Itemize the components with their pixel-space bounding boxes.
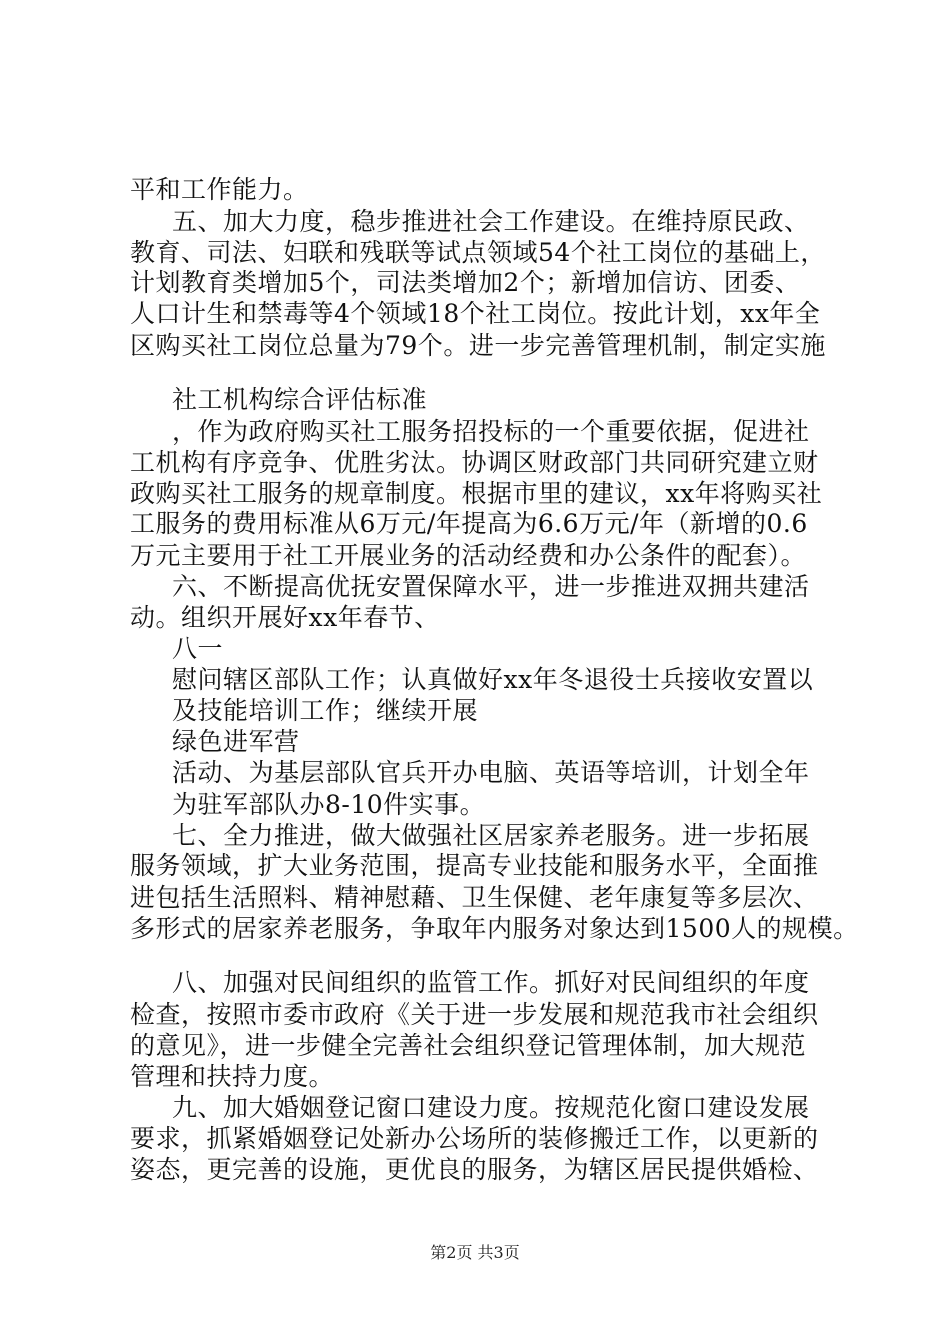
text-line: 管理和扶持力度。 [130, 1062, 335, 1091]
text-line: 人口计生和禁毒等4个领域18个社工岗位。按此计划，xx年全 [130, 299, 821, 328]
text-line: 教育、司法、妇联和残联等试点领域54个社工岗位的基础上， [130, 238, 826, 267]
text-line: 服务领域，扩大业务范围，提高专业技能和服务水平，全面推 [130, 851, 819, 880]
text-line: 动。组织开展好xx年春节、 [130, 603, 440, 632]
text-line: 平和工作能力。 [130, 175, 309, 204]
text-line: ，作为政府购买社工服务招投标的一个重要依据，促进社 [172, 417, 810, 446]
text-line: 要求，抓紧婚姻登记处新办公场所的装修搬迁工作，以更新的 [130, 1124, 819, 1153]
text-line: 的意见》，进一步健全完善社会组织登记管理体制，加大规范 [130, 1031, 807, 1060]
text-line: 九、加大婚姻登记窗口建设力度。按规范化窗口建设发展 [172, 1093, 810, 1122]
text-line: 七、全力推进，做大做强社区居家养老服务。进一步拓展 [172, 821, 810, 850]
text-line: 绿色进军营 [172, 727, 300, 756]
text-line: 为驻军部队办8-10件实事。 [172, 790, 486, 819]
page-footer: 第2页 共3页 [430, 1243, 520, 1262]
text-line: 社工机构综合评估标准 [172, 385, 428, 414]
text-line: 慰问辖区部队工作；认真做好xx年冬退役士兵接收安置以 [172, 665, 814, 694]
text-line: 工服务的费用标准从6万元/年提高为6.6万元/年（新增的0.6 [130, 509, 808, 538]
text-line: 检查，按照市委市政府《关于进一步发展和规范我市社会组织 [130, 1000, 819, 1029]
text-line: 姿态，更完善的设施，更优良的服务，为辖区居民提供婚检、 [130, 1155, 819, 1184]
text-line: 区购买社工岗位总量为79个。进一步完善管理机制，制定实施 [130, 331, 826, 360]
text-line: 六、不断提高优抚安置保障水平，进一步推进双拥共建活 [172, 572, 810, 601]
text-line: 多形式的居家养老服务，争取年内服务对象达到1500人的规模。 [130, 914, 859, 943]
text-line: 五、加大力度，稳步推进社会工作建设。在维持原民政、 [172, 207, 810, 236]
text-line: 进包括生活照料、精神慰藉、卫生保健、老年康复等多层次、 [130, 883, 819, 912]
text-line: 八、加强对民间组织的监管工作。抓好对民间组织的年度 [172, 968, 810, 997]
text-line: 活动、为基层部队官兵开办电脑、英语等培训，计划全年 [172, 758, 810, 787]
text-line: 万元主要用于社工开展业务的活动经费和办公条件的配套）。 [130, 541, 807, 570]
text-line: 及技能培训工作；继续开展 [172, 696, 479, 725]
text-line: 计划教育类增加5个，司法类增加2个；新增加信访、团委、 [130, 268, 801, 297]
text-line: 政购买社工服务的规章制度。根据市里的建议，xx年将购买社 [130, 479, 823, 508]
text-line: 八一 [172, 634, 224, 663]
text-line: 工机构有序竞争、优胜劣汰。协调区财政部门共同研究建立财 [130, 448, 819, 477]
